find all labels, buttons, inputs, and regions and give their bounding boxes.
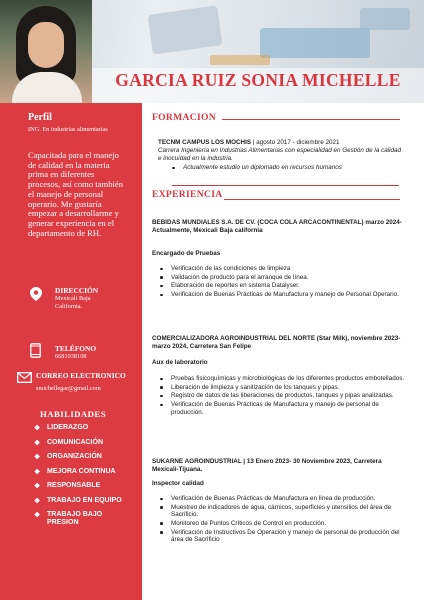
- job-role: Aux de laboratorio: [152, 359, 208, 366]
- education-title: FORMACION: [152, 112, 216, 123]
- job-dates: | 13 Enero 2023- 30 Noviembre 2023, Carretera Mexicali-Tijuana.: [152, 458, 382, 473]
- list-item: Validación de producto para el arranque de línea.: [158, 274, 408, 282]
- list-item: Verificación de Buenas Prácticas de Manufactura en línea de producción.: [158, 495, 408, 503]
- job-company: BEBIDAS MUNDIALES S.A. DE CV. (COCA COLA ARCACONTINENTAL) marzo 2024- Actualmente, Mexicali Baja california: [152, 219, 402, 234]
- diamond-bullet-icon: ❖: [34, 512, 41, 519]
- banner-decoration: [210, 55, 270, 65]
- skill-item: ❖ TRABAJO EN EQUIPO: [34, 496, 122, 505]
- skill-item: ❖ ORGANIZACIÓN: [34, 453, 102, 461]
- job-company-line: [152, 458, 402, 473]
- skills-list: [34, 424, 122, 526]
- experience-rule: [224, 199, 400, 200]
- profile-photo: [0, 0, 92, 103]
- skills-title: HABILIDADES: [40, 409, 106, 419]
- job-role: Encargado de Pruebas: [152, 250, 221, 257]
- list-item: Verificación de las condiciones de limpieza: [158, 265, 408, 273]
- candidate-name: GARCIA RUIZ SONIA MICHELLE: [115, 70, 401, 90]
- experience-title: EXPERIENCIA: [152, 189, 223, 200]
- main-content: [142, 103, 424, 600]
- diamond-bullet-icon: ❖: [34, 497, 41, 505]
- experience-top-rule: [172, 185, 399, 186]
- job-tasks: [158, 495, 408, 545]
- job-company: COMERCIALIZADORA AGROINDUSTRIAL DEL NORTE (Star Milk), noviembre 2023- marzo 2024, Carretera San Felipe: [152, 335, 401, 350]
- school-name: TECNM CAMPUS LOS MOCHIS: [158, 139, 252, 146]
- banner-decoration: [148, 5, 223, 54]
- address-value: Mexicali Baja California.: [55, 295, 91, 310]
- list-item: Actualmente estudio un diplomado en recursos humanos: [170, 164, 400, 172]
- banner-decoration: [360, 8, 410, 30]
- diamond-bullet-icon: ❖: [34, 468, 41, 476]
- education-entry: [158, 139, 408, 147]
- profile-subtitle: ING. En industrias alimentarias: [28, 126, 108, 133]
- phone-value: 6681938108: [55, 353, 87, 360]
- skill-item: ❖ LIDERAZGO: [34, 424, 89, 432]
- list-item: Liberación de limpieza y sanitización de los tanques y pipas.: [158, 384, 408, 392]
- list-item: Pruebas fisicoquímicas y microbiológicas de los diferentes productos embotellados.: [158, 375, 408, 383]
- list-item: Verificación de Buenas Prácticas de Manufactura y manejo de Personal Operario.: [158, 291, 408, 299]
- skill-item: ❖ MEJORA CONTINUA: [34, 467, 116, 476]
- list-item: Muestreo de indicadores de agua, cárnicos, superficies y utensilios del área de Sacrificio.: [158, 504, 408, 519]
- list-item: Registro de datos de las liberaciones de productos, tanques y pipas analizadas.: [158, 392, 408, 400]
- education-bullets: [170, 164, 400, 173]
- location-pin-icon: [30, 287, 42, 301]
- banner-decoration: [260, 28, 370, 58]
- list-item: Elaboración de reportes en sistema Datalyser.: [158, 282, 408, 290]
- skill-item: ❖ TRABAJO BAJO PRESION: [34, 511, 103, 526]
- email-value: smichellegar@gmail.com: [36, 385, 101, 392]
- education-rule: [222, 119, 400, 120]
- job-role: Inspector calidad: [152, 480, 204, 487]
- list-item: Monitoreo de Puntos Críticos de Control en producción.: [158, 520, 408, 528]
- skill-item: ❖ RESPONSABLE: [34, 482, 101, 490]
- skill-item: ❖ COMUNICACIÓN: [34, 438, 103, 447]
- job-tasks: [158, 375, 408, 417]
- address-label: DIRECCIÓN: [55, 286, 99, 295]
- sidebar: [0, 103, 142, 600]
- phone-icon: [30, 343, 41, 358]
- job-company: SUKARNE AGROINDUSTRIAL: [152, 458, 242, 465]
- email-icon: [17, 372, 32, 383]
- degree-text: Carrera Ingeniería en Industrias Alimentarias con especialidad en Gestión de la calidad e inocuidad en la industria.: [158, 147, 402, 162]
- diamond-bullet-icon: ❖: [34, 439, 41, 447]
- profile-text: Capacitada para el manejo de calidad en la materia prima en diferentes procesos, así como también el manejo de personal operario. Me gustaría empezar a desarrollarme y generar experiencia en el departamento de RH.: [28, 150, 123, 238]
- diamond-bullet-icon: ❖: [34, 483, 41, 490]
- school-dates: | agosto 2017 - diciembre 2021: [251, 139, 340, 146]
- job-tasks: [158, 265, 408, 300]
- phone-label: TELÉFONO: [55, 344, 97, 353]
- list-item: Verificación de Buenas Prácticas de Manufactura y manejo de personal de producción.: [158, 401, 408, 416]
- diamond-bullet-icon: ❖: [34, 454, 41, 461]
- email-label: CORREO ELECTRONICO: [36, 371, 126, 380]
- list-item: Verificación de Instructivos De Operación y manejo de personal de producción del área de Sacrificio: [158, 529, 408, 544]
- diamond-bullet-icon: ❖: [34, 425, 41, 432]
- profile-title: Perfil: [28, 112, 52, 123]
